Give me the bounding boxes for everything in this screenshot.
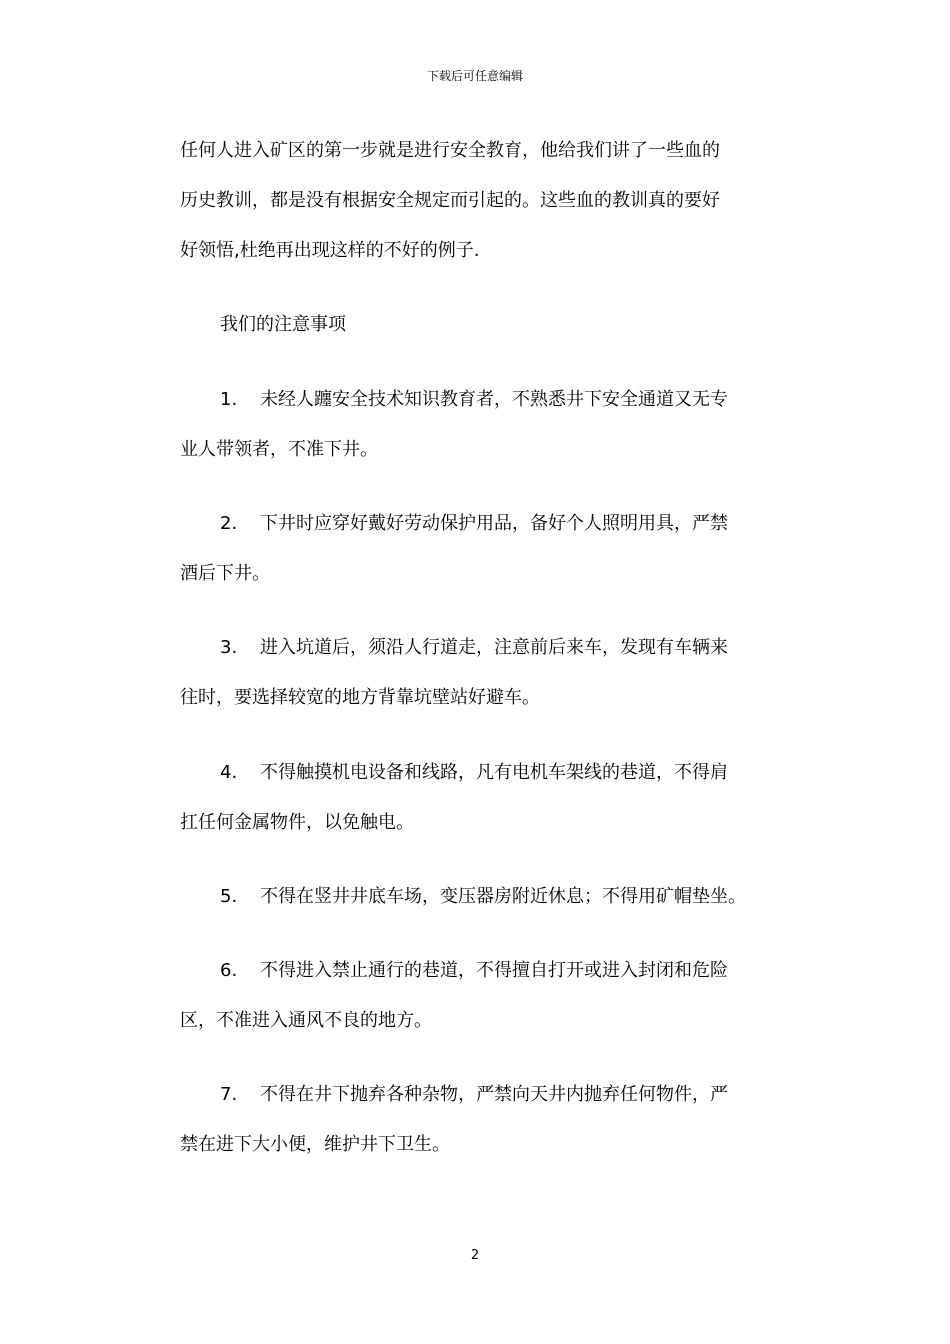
- list-item-number: 4.: [220, 762, 238, 783]
- list-item-first-line: [180, 1070, 770, 1120]
- paragraph-line: 好领悟,杜绝再出现这样的不好的例子.: [180, 240, 480, 261]
- list-item-text: 未经人躔安全技术知识教育者，不熟悉井下安全通道又无专: [260, 389, 728, 410]
- list-item-number: 1.: [220, 389, 238, 410]
- list-item-continuation: 往时，要选择较宽的地方背靠坑壁站好避车。: [180, 687, 540, 708]
- list-item-continuation: 酒后下井。: [180, 563, 270, 584]
- list-item-3: [180, 623, 770, 723]
- list-item-number: 7.: [220, 1084, 238, 1105]
- list-item-first-line: [180, 623, 770, 673]
- list-item-number: 3.: [220, 637, 238, 658]
- list-item-continuation: 扛任何金属物件，以免触电。: [180, 812, 414, 833]
- list-item-2: [180, 499, 770, 599]
- list-item-7: [180, 1070, 770, 1170]
- list-item-text: 不得触摸机电设备和线路，凡有电机车架线的巷道，不得肩: [260, 762, 728, 783]
- list-item-text: 不得进入禁止通行的巷道，不得擅自打开或进入封闭和危险: [260, 960, 728, 981]
- list-item-continuation: 业人带领者，不准下井。: [180, 439, 378, 460]
- list-item-number: 5.: [220, 886, 238, 907]
- list-item-first-line: [180, 748, 770, 798]
- paragraph-line: 历史教训，都是没有根据安全规定而引起的。这些血的教训真的要好: [180, 190, 720, 211]
- list-item-first-line: [180, 499, 770, 549]
- list-item-6: [180, 946, 770, 1046]
- list-item-text: 不得在井下抛弃各种杂物，严禁向天井内抛弃任何物件，严: [260, 1084, 728, 1105]
- list-item-1: [180, 375, 770, 475]
- intro-paragraph: [180, 126, 770, 276]
- list-item-first-line: [180, 375, 770, 425]
- page-header: 下载后可任意编辑: [426, 69, 523, 83]
- list-item-continuation: 禁在进下大小便，维护井下卫生。: [180, 1134, 450, 1155]
- list-item-number: 2.: [220, 513, 238, 534]
- list-item-first-line: [180, 872, 770, 922]
- list-item-number: 6.: [220, 960, 238, 981]
- section-heading-block: [180, 300, 770, 350]
- page-number: 2: [470, 1248, 480, 1263]
- list-item-first-line: [180, 946, 770, 996]
- list-item-continuation: 区，不准进入通风不良的地方。: [180, 1010, 432, 1031]
- section-title: 我们的注意事项: [220, 314, 346, 335]
- paragraph-line: 任何人进入矿区的第一步就是进行安全教育，他给我们讲了一些血的: [180, 140, 720, 161]
- list-item-text: 下井时应穿好戴好劳动保护用品，备好个人照明用具，严禁: [260, 513, 728, 534]
- list-item-5: [180, 872, 770, 922]
- list-item-4: [180, 748, 770, 848]
- list-item-text: 进入坑道后，须沿人行道走，注意前后来车，发现有车辆来: [260, 637, 728, 658]
- list-item-text: 不得在竖井井底车场，变压器房附近休息；不得用矿帽垫坐。: [260, 886, 746, 907]
